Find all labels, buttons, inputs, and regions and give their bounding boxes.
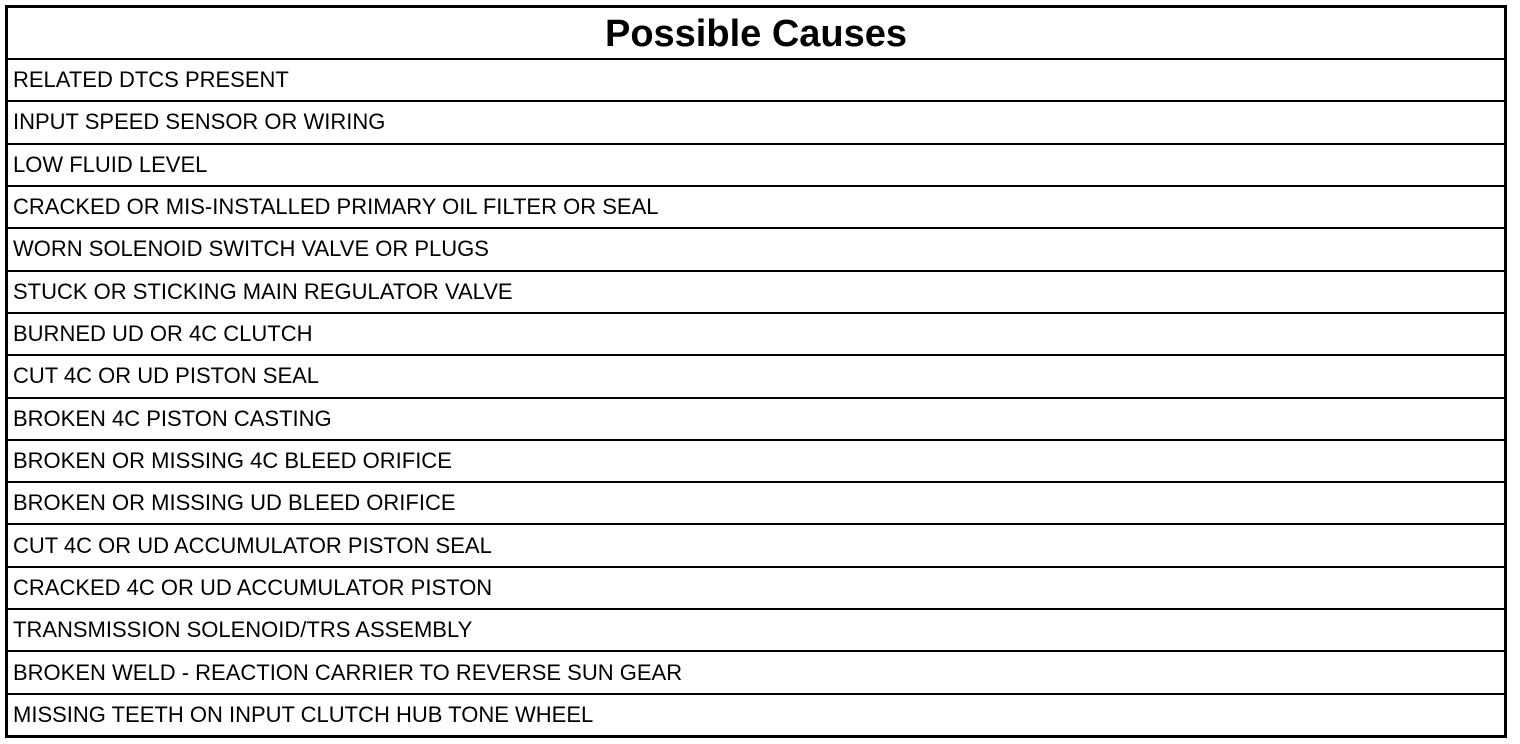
cause-row: LOW FLUID LEVEL [8, 145, 1504, 187]
cause-row: BROKEN 4C PISTON CASTING [8, 399, 1504, 441]
cause-row: CRACKED 4C OR UD ACCUMULATOR PISTON [8, 568, 1504, 610]
cause-row: INPUT SPEED SENSOR OR WIRING [8, 102, 1504, 144]
table-title: Possible Causes [604, 13, 908, 55]
cause-row: STUCK OR STICKING MAIN REGULATOR VALVE [8, 272, 1504, 314]
cause-row: CUT 4C OR UD PISTON SEAL [8, 356, 1504, 398]
possible-causes-table [5, 5, 1507, 738]
table-header [8, 8, 1504, 60]
cause-row: BROKEN OR MISSING UD BLEED ORIFICE [8, 483, 1504, 525]
cause-row: CRACKED OR MIS-INSTALLED PRIMARY OIL FILTER OR SEAL [8, 187, 1504, 229]
cause-row: BROKEN WELD - REACTION CARRIER TO REVERSE SUN GEAR [8, 652, 1504, 694]
cause-row: RELATED DTCS PRESENT [8, 60, 1504, 102]
cause-row: MISSING TEETH ON INPUT CLUTCH HUB TONE WHEEL [13, 701, 594, 727]
cause-row: TRANSMISSION SOLENOID/TRS ASSEMBLY [8, 610, 1504, 652]
cause-row: WORN SOLENOID SWITCH VALVE OR PLUGS [8, 229, 1504, 271]
cause-rows [8, 60, 1504, 735]
cause-row: CUT 4C OR UD ACCUMULATOR PISTON SEAL [8, 525, 1504, 567]
cause-row: BROKEN OR MISSING 4C BLEED ORIFICE [8, 441, 1504, 483]
cause-row: BURNED UD OR 4C CLUTCH [8, 314, 1504, 356]
